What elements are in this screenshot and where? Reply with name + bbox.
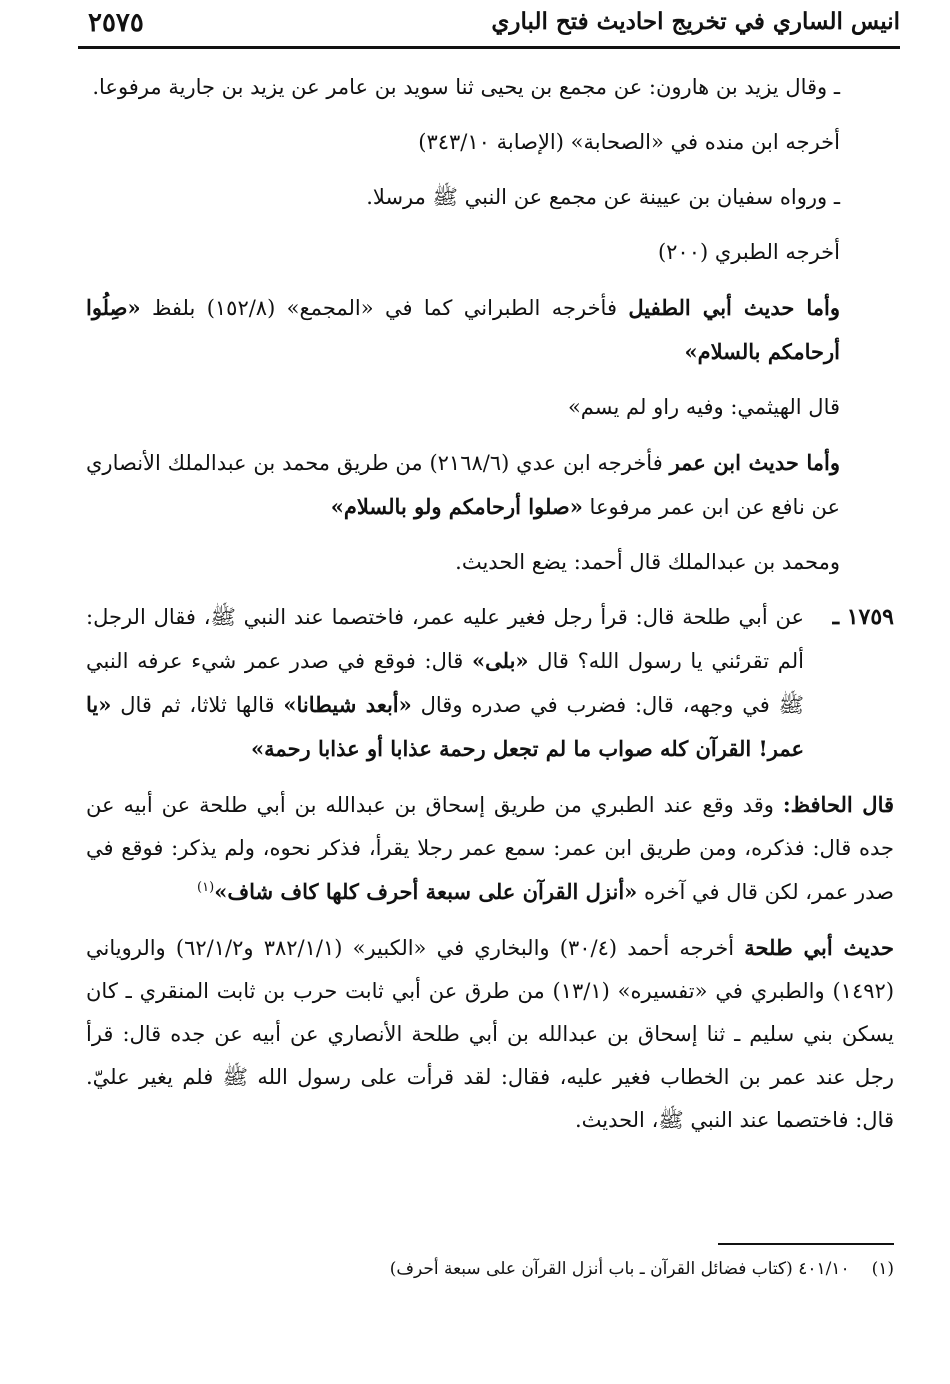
footnote bbox=[86, 1254, 894, 1284]
hadith-bold-b: «بلى» bbox=[471, 648, 529, 673]
paragraph-6: قال الهيثمي: وفيه راو لم يسم» bbox=[567, 395, 840, 419]
hadith-bold-d: «أبعد شيطانا» bbox=[283, 692, 412, 717]
footnote-divider bbox=[718, 1243, 894, 1245]
paragraph-7-bold-b: «صلوا أرحامكم ولو بالسلام» bbox=[330, 494, 583, 519]
running-title: انيس الساري في تخريج احاديث فتح الباري bbox=[491, 8, 900, 35]
paragraph-5-bold-b: «صِلُوا أرحامكم بالسلام» bbox=[86, 295, 840, 364]
page-header bbox=[78, 4, 900, 49]
paragraph-7 bbox=[86, 441, 894, 529]
footnote-text: ٤٠١/١٠ (كتاب فضائل القرآن ـ باب أنزل القرآن على سبعة أحرف) bbox=[389, 1259, 850, 1279]
hadith-text-c: قال: فوقع في صدر عمر شيء عرفه النبي ﷺ في وجهه، قال: فضرب في صدره وقال bbox=[86, 649, 805, 717]
paragraph-1: ـ وقال يزيد بن هارون: عن مجمع بن يحيى ثنا سويد بن عامر عن يزيد بن جارية مرفوعا. bbox=[92, 75, 840, 99]
hadith-number: ١٧٥٩ ـ bbox=[832, 604, 894, 630]
page-body bbox=[86, 66, 894, 1142]
paragraph-7-text: فأخرجه ابن عدي (٢١٦٨/٦) من طريق محمد بن عبدالملك الأنصاري عن نافع عن ابن عمر مرفوعا bbox=[86, 451, 840, 519]
takhrij-text: أخرجه أحمد (٣٠/٤) والبخاري في «الكبير» (٣٨٢/١/١ و٦٢/١/٢) والروياني (١٤٩٢) والطبري في «تفسيره» (١٣/١) من طرق عن أبي ثابت حرب بن ثابت المنقري ـ كان يسكن بني سليم ـ ثنا إسحاق بن عبدالله بن أبي طلحة الأنصاري عن أبيه عن جده قال: قرأ رجل عند عمر بن الخطاب فغير عليه، فقال: لقد قرأت على رسول الله ﷺ فلم يغير عليّ. قال: فاختصما عند النبي ﷺ، الحديث. bbox=[86, 936, 895, 1132]
hafiz-label: قال الحافظ: bbox=[782, 792, 895, 817]
hafiz-paragraph bbox=[86, 783, 894, 914]
hafiz-bold: «أنزل القرآن على سبعة أحرف كلها كاف شاف» bbox=[214, 879, 638, 904]
paragraph-5-bold-a: وأما حديث أبي الطفيل bbox=[628, 295, 841, 320]
footnote-reference[interactable]: (١) bbox=[197, 880, 215, 895]
paragraph-5 bbox=[86, 286, 894, 374]
page-number: ٢٥٧٥ bbox=[88, 8, 144, 38]
paragraph-3: ـ ورواه سفيان بن عيينة عن مجمع عن النبي ﷺ مرسلا. bbox=[366, 185, 840, 209]
footnote-marker: (١) bbox=[871, 1259, 894, 1279]
takhrij-paragraph bbox=[86, 926, 894, 1142]
paragraph-7-bold-a: وأما حديث ابن عمر bbox=[669, 450, 841, 475]
hadith-text-e: قالها ثلاثا، ثم قال bbox=[111, 693, 284, 717]
hafiz-text: وقد وقع عند الطبري من طريق إسحاق بن عبدالله بن أبي طلحة عن أبيه عن جده قال: فذكره، ومن طريق ابن عمر: سمع عمر رجلا يقرأ، فذكر نحوه، ولم يذكر: فوقع في صدر عمر، لكن قال في آخره bbox=[86, 793, 894, 904]
paragraph-4: أخرجه الطبري (٢٠٠) bbox=[657, 240, 840, 264]
takhrij-bold: حديث أبي طلحة bbox=[744, 935, 895, 960]
paragraph-5-text: فأخرجه الطبراني كما في «المجمع» (١٥٢/٨) بلفظ bbox=[140, 296, 629, 320]
hadith-text-a: عن أبي طلحة قال: قرأ رجل فغير عليه عمر، فاختصما عند النبي ﷺ، فقال الرجل: ألم تقرئني يا رسول الله؟ قال bbox=[86, 605, 804, 673]
hadith-block bbox=[86, 596, 894, 771]
paragraph-2: أخرجه ابن منده في «الصحابة» (الإصابة ٣٤٣/١٠) bbox=[418, 130, 840, 154]
hadith-bold-f: «يا عمر! القرآن كله صواب ما لم تجعل رحمة عذابا أو عذابا رحمة» bbox=[86, 692, 804, 761]
paragraph-8: ومحمد بن عبدالملك قال أحمد: يضع الحديث. bbox=[455, 550, 840, 574]
